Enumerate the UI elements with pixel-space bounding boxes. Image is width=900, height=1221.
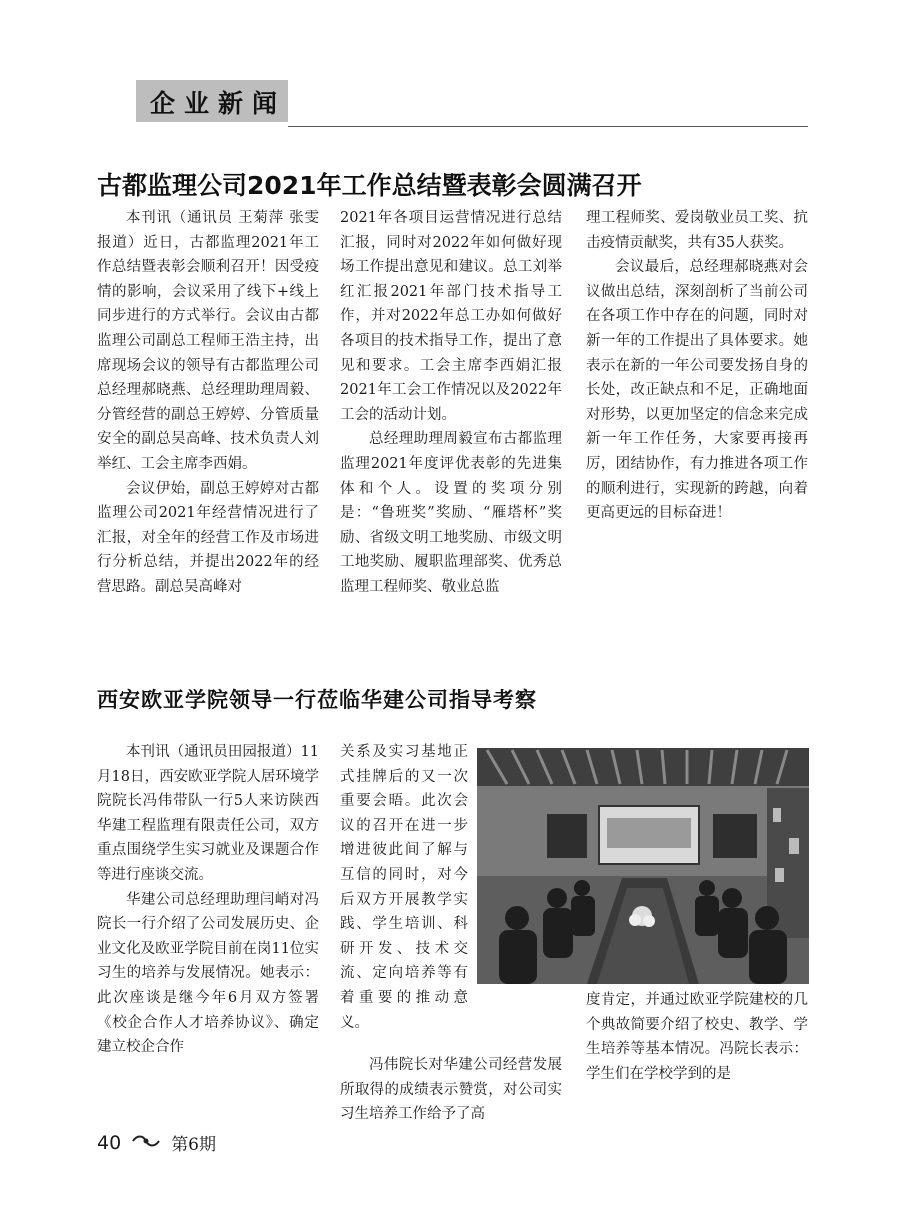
paragraph: 会议最后，总经理郝晓燕对会议做出总结，深刻剖析了当前公司在各项工作中存在的问题，同时对新一年的工作提出了具体要求。她表示在新的一年公司要发扬自身的长处，改正缺点和不足，正确地面对形势，以更加坚定的信念来完成新一年工作任务，大家要再接再厉，团结协作，有力推进各项工作的顺利进行，实现新的跨越，向着更高更远的目标奋进！ xyxy=(586,259,808,522)
paragraph: 度肯定，并通过欧亚学院建校的几个典故简要介绍了校史、教学、学生培养等基本情况。冯院长表示：学生们在学校学到的是 xyxy=(586,992,808,1082)
issue-number: 第6期 xyxy=(171,1135,217,1155)
paragraph: 华建公司总经理助理闫峭对冯院长一行介绍了公司发展历史、企业文化及欧亚学院目前在岗11位实习生的培养与发展情况。她表示：此次座谈是继今年6月双方签署《校企合作人才培养协议》、确定建立校企合作 xyxy=(97,891,319,1056)
article2-headline: 西安欧亚学院领导一行莅临华建公司指导考察 xyxy=(97,688,537,712)
article2-column-2-top xyxy=(340,740,468,1035)
article1-column-3 xyxy=(586,206,808,526)
article1-headline: 古都监理公司2021年工作总结暨表彰会圆满召开 xyxy=(97,171,642,200)
paragraph: 本刊讯（通讯员田园报道）11月18日，西安欧亚学院人居环境学院院长冯伟带队一行5人来访陕西华建工程监理有限责任公司，双方重点围绕学生实习就业及课题合作等进行座谈交流。 xyxy=(97,744,319,883)
paragraph: 总经理助理周毅宣布古都监理监理2021年度评优表彰的先进集体和个人。设置的奖项分别是：“鲁班奖”奖励、“雁塔杯”奖励、省级文明工地奖励、市级文明工地奖励、履职监理部奖、优秀总监理工程师奖、敬业总监 xyxy=(340,431,562,595)
meeting-room-illustration xyxy=(477,748,809,984)
article2-column-3 xyxy=(586,988,808,1086)
article2-column-2-bottom xyxy=(340,1053,562,1127)
page-number: 40 xyxy=(97,1131,122,1154)
meeting-room-photo xyxy=(477,748,809,984)
paragraph: 关系及实习基地正式挂牌后的又一次重要会晤。此次会议的召开在进一步增进彼此间了解与互信的同时，对今后双方开展教学实践、学生培训、科研开发、技术交流、定向培养等有着重要的推动意义。 xyxy=(340,744,468,1031)
magazine-logo-icon xyxy=(131,1133,161,1153)
paragraph: 理工程师奖、爱岗敬业员工奖、抗击疫情贡献奖，共有35人获奖。 xyxy=(586,210,808,251)
page-footer xyxy=(97,1130,216,1155)
article2-column-1 xyxy=(97,740,319,1060)
paragraph: 本刊讯（通讯员 王菊萍 张雯报道）近日，古都监理2021年工作总结暨表彰会顺利召开！因受疫情的影响，会议采用了线下+线上同步进行的方式举行。会议由古都监理公司副总工程师王浩主持，出席现场会议的领导有古都监理公司总经理郝晓燕、总经理助理周毅、分管经营的副总王婷婷、分管质量安全的副总吴高峰、技术负责人刘举红、工会主席李西娟。 xyxy=(97,210,319,472)
paragraph: 冯伟院长对华建公司经营发展所取得的成绩表示赞赏，对公司实习生培养工作给予了高 xyxy=(340,1057,562,1123)
section-title: 企业新闻 xyxy=(150,89,287,118)
header-divider xyxy=(288,126,808,127)
article1-column-1 xyxy=(97,206,319,600)
paragraph: 2021年各项目运营情况进行总结汇报，同时对2022年如何做好现场工作提出意见和建议。总工刘举红汇报2021年部门技术指导工作，并对2022年总工办如何做好各项目的技术指导工作，提出了意见和要求。工会主席李西娟汇报2021年工会工作情况以及2022年工会的活动计划。 xyxy=(340,210,562,423)
paragraph: 会议伊始，副总王婷婷对古都监理公司2021年经营情况进行了汇报，对全年的经营工作及市场进行分析总结，并提出2022年的经营思路。副总吴高峰对 xyxy=(97,480,319,595)
article1-column-2 xyxy=(340,206,562,600)
